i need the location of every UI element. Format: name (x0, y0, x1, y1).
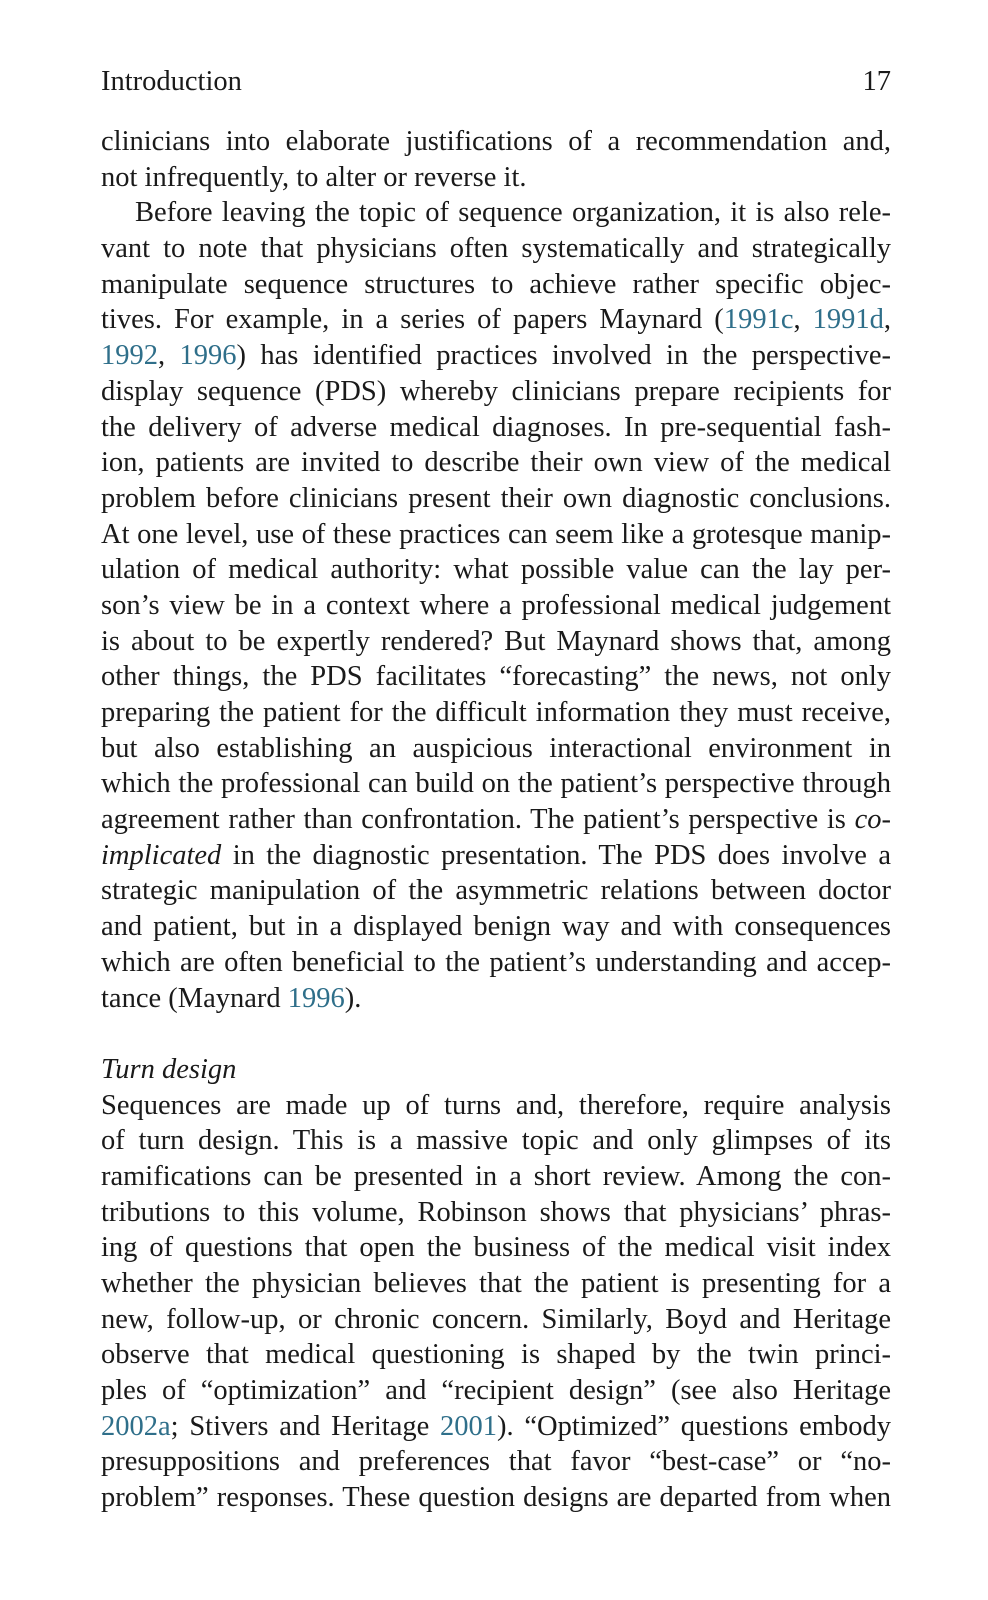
text-line: At one level, use of these practices can seem like a grotesque manip- (101, 518, 891, 550)
text-line: clinicians into elaborate justifications of a recommendation and, (101, 126, 891, 157)
emphasis-text: co- (854, 804, 891, 836)
text-line (101, 1409, 891, 1445)
text-line: and patient, but in a displayed benign way and with consequences (101, 911, 891, 943)
text-run: ; Stivers and Heritage (170, 1410, 441, 1442)
text-run: in the diagnostic presentation. The PDS does involve a (221, 839, 891, 871)
citation-link[interactable]: 2001 (440, 1410, 498, 1442)
text-line: Sequences are made up of turns and, therefore, require analysis (101, 1089, 891, 1121)
text-line: but also establishing an auspicious interactional environment in (101, 732, 891, 764)
text-line: ulation of medical authority: what possible value can the lay per- (101, 554, 891, 586)
text-line: problem before clinicians present their own diagnostic conclusions. (101, 482, 891, 514)
text-line: which are often beneficial to the patient’s understanding and accep- (101, 946, 891, 978)
text-run: tance (Maynard (101, 982, 288, 1014)
text-run: , (158, 340, 180, 372)
text-line: manipulate sequence structures to achieve rather specific objec- (101, 268, 891, 300)
text-line: ples of “optimization” and “recipient design” (see also Heritage (101, 1375, 891, 1407)
citation-link[interactable]: 2002a (101, 1410, 171, 1442)
text-run: agreement rather than confrontation. The patient’s perspective is (101, 804, 855, 836)
citation-link[interactable]: 1996 (287, 982, 345, 1014)
text-line: ing of questions that open the business of the medical visit index (101, 1232, 891, 1264)
text-run: ). “Optimized” questions embody (497, 1410, 891, 1442)
section-heading: Turn design (101, 1053, 237, 1085)
text-line: is about to be expertly rendered? But Maynard shows that, among (101, 625, 891, 657)
text-line: the delivery of adverse medical diagnoses. In pre-sequential fash- (101, 411, 891, 443)
text-run: ) has identified practices involved in the perspective- (236, 340, 891, 372)
text-line: whether the physician believes that the patient is presenting for a (101, 1268, 891, 1299)
page-number: 17 (862, 66, 891, 97)
text-line: new, follow-up, or chronic concern. Similarly, Boyd and Heritage (101, 1303, 891, 1335)
text-line (101, 838, 891, 874)
text-line (101, 802, 891, 838)
text-line: of turn design. This is a massive topic and only glimpses of its (101, 1125, 891, 1157)
text-line: preparing the patient for the difficult information they must receive, (101, 697, 891, 728)
text-line: tributions to this volume, Robinson shows that physicians’ phras- (101, 1196, 891, 1228)
running-head (101, 62, 891, 102)
body-text (101, 124, 891, 1516)
text-line: not infrequently, to alter or reverse it. (101, 161, 527, 193)
text-line (101, 302, 891, 338)
text-line: display sequence (PDS) whereby clinicians prepare recipients for (101, 375, 891, 407)
citation-link[interactable]: 1996 (179, 340, 237, 372)
text-line: strategic manipulation of the asymmetric relations between doctor (101, 875, 891, 907)
citation-link[interactable]: 1991c (723, 304, 794, 336)
citation-link[interactable]: 1992 (101, 340, 158, 372)
text-line: which the professional can build on the patient’s perspective through (101, 768, 891, 800)
text-line (101, 338, 891, 374)
text-line: problem” responses. These question designs are departed from when (101, 1482, 891, 1514)
text-line: ion, patients are invited to describe their own view of the medical (101, 447, 891, 479)
text-line: son’s view be in a context where a professional medical judgement (101, 589, 891, 621)
text-line: vant to note that physicians often systematically and strategically (101, 233, 891, 265)
text-run: ). (344, 982, 362, 1014)
citation-link[interactable]: 1991d (812, 304, 884, 336)
text-line: Before leaving the topic of sequence organization, it is also rele- (135, 197, 891, 229)
text-line: presuppositions and preferences that favor “best-case” or “no- (101, 1446, 891, 1478)
text-line (101, 981, 891, 1017)
emphasis-text: implicated (101, 839, 222, 871)
section-spacer (101, 1016, 891, 1052)
text-run: , (883, 304, 892, 336)
running-title: Introduction (101, 66, 242, 97)
text-run: tives. For example, in a series of papers Maynard ( (101, 304, 724, 336)
text-line: observe that medical questioning is shaped by the twin princi- (101, 1339, 891, 1371)
text-line: other things, the PDS facilitates “forecasting” the news, not only (101, 661, 891, 693)
text-run: , (793, 304, 813, 336)
text-line: ramifications can be presented in a short review. Among the con- (101, 1160, 891, 1192)
